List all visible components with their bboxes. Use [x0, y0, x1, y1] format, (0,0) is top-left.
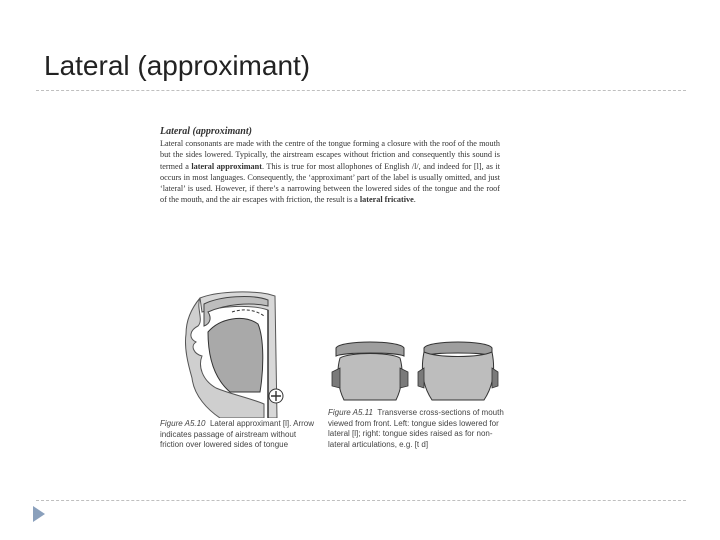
excerpt-body	[160, 138, 500, 206]
figure-right-text: Transverse cross-sections of mouth viewed from front. Left: tongue sides lowered for lateral [l]; right: tongue sides raised as for non-lateral articulations, e.g. [t d]	[328, 408, 504, 449]
next-slide-arrow-icon[interactable]	[33, 506, 45, 522]
figure-left-text: Lateral approximant [l]. Arrow indicates passage of airstream without friction over lowered sides of tongue	[160, 419, 315, 449]
section-raised-sides	[418, 342, 498, 400]
sagittal-section-diagram	[160, 268, 290, 418]
excerpt-term-lateral-fricative: lateral fricative	[359, 195, 414, 205]
transverse-sections-diagram	[330, 338, 500, 408]
excerpt-text-3: .	[413, 195, 416, 205]
excerpt-term-lateral-approximant: lateral approximant	[191, 161, 262, 171]
section-lowered-sides	[332, 342, 408, 400]
figure-right-caption	[328, 408, 508, 450]
slide-title: Lateral (approximant)	[44, 50, 311, 81]
figure-left-caption	[160, 419, 320, 451]
textbook-excerpt	[160, 126, 500, 206]
footer-divider	[36, 500, 686, 501]
figure-left-number: Figure A5.10	[160, 419, 206, 428]
excerpt-text-2: . This is true for most allophones of English /l/, and indeed for [l], as it occurs in most languages. Consequently, the ‘approximant’ part of the label is usually omitted, and just ‘lateral’ is used. However, if there’s a narrowing between the lowered sides of the tongue and the roof of the mouth, and the air escapes with friction, the result is a	[160, 161, 500, 205]
figure-right-number: Figure A5.11	[328, 408, 373, 417]
excerpt-heading: Lateral (approximant)	[160, 126, 252, 137]
title-divider	[36, 90, 686, 91]
tongue	[208, 318, 263, 392]
airflow-dashes	[232, 310, 264, 316]
excerpt-text-1: Lateral consonants are made with the centre of the tongue forming a closure with the roof of the mouth but the sides lowered. Typically, the airstream escapes without friction and consequently this sound is termed a	[160, 139, 500, 171]
